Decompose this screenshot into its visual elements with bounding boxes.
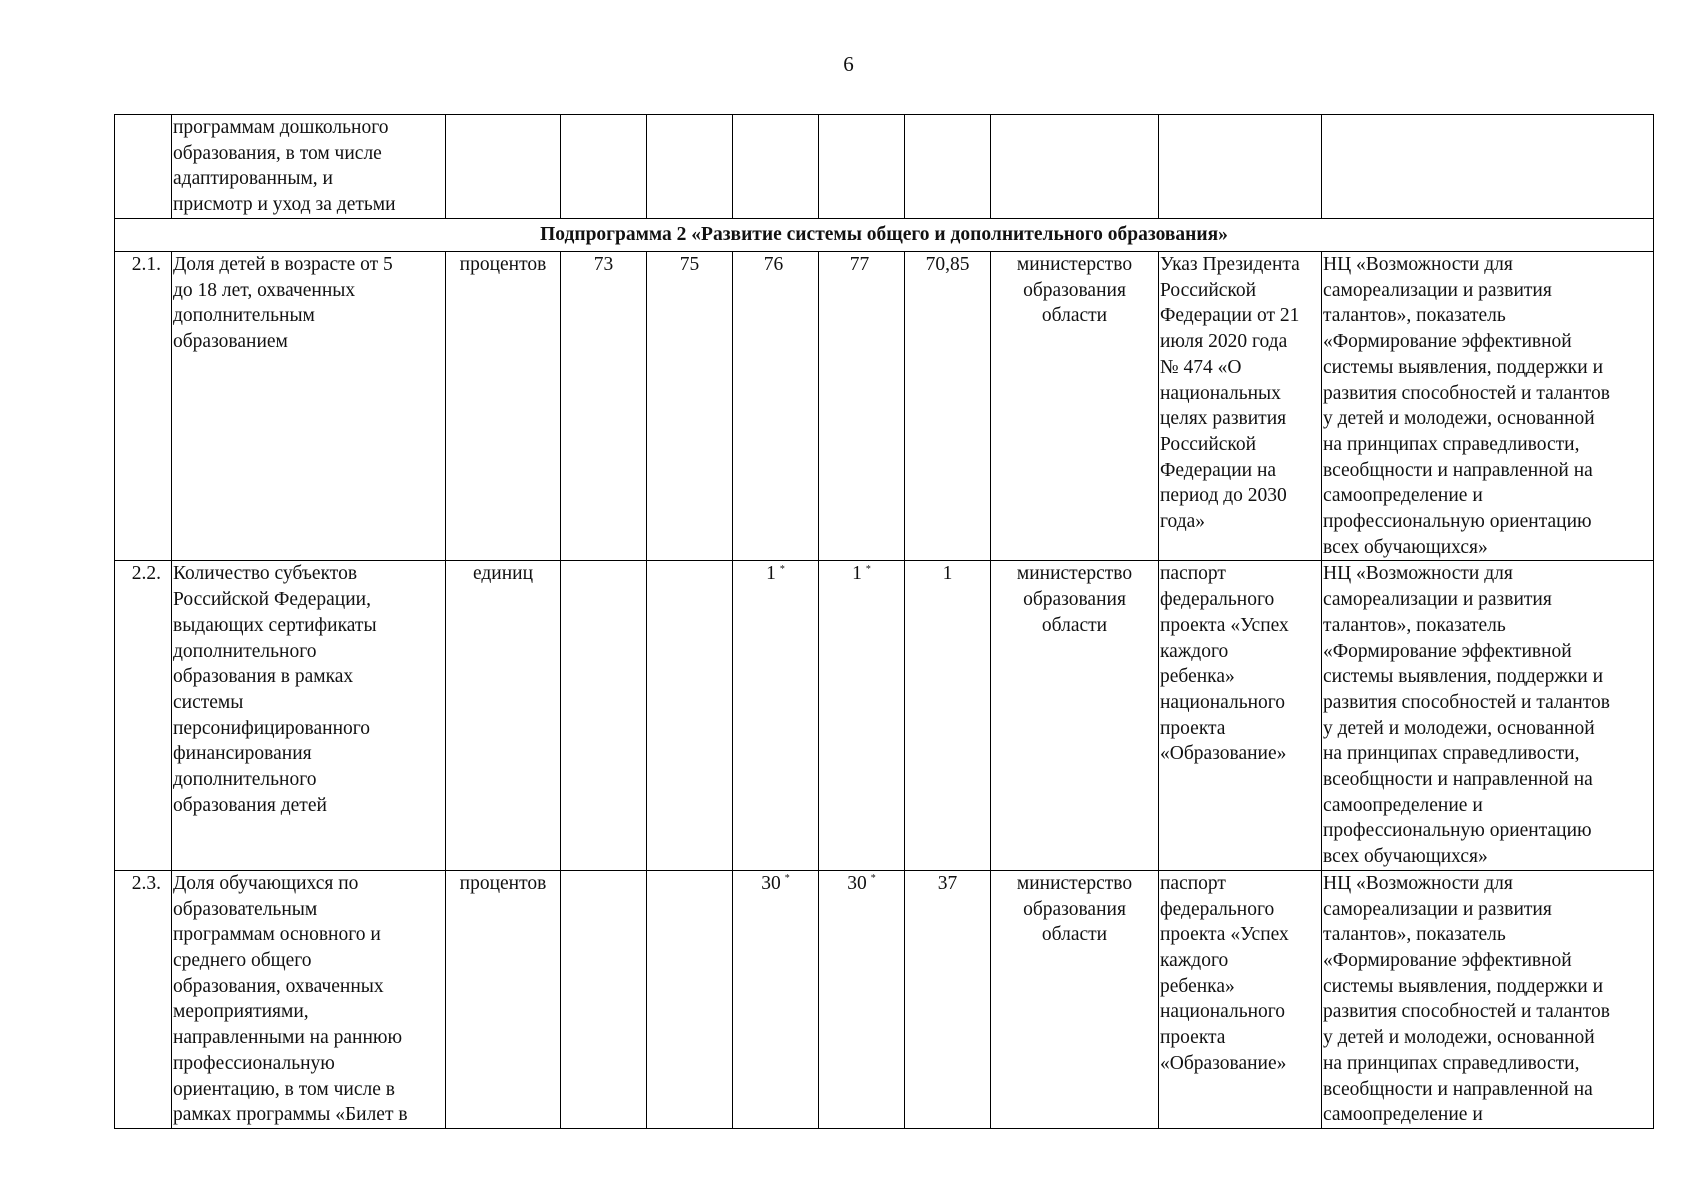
- footnote-mark: *: [865, 563, 871, 575]
- cell-document: паспорт федерального проекта «Успех каждого ребенка» национального проекта «Образование»: [1159, 870, 1322, 1128]
- cell-goal: НЦ «Возможности для самореализации и развития талантов», показатель «Формирование эффективной системы выявления, поддержки и развития способностей и талантов у детей и молодежи, основанной на принципах справедливости, всеобщности и направленной на самоопределение и профессиональную ориентацию всех обучающихся»: [1322, 561, 1654, 870]
- cell-responsible: министерство образования области: [991, 561, 1159, 870]
- cell-document: [1159, 115, 1322, 219]
- cell-value: [561, 870, 647, 1128]
- cell-responsible: [991, 115, 1159, 219]
- cell-value: [819, 561, 905, 870]
- cell-indicator: Количество субъектов Российской Федерации, выдающих сертификаты дополнительного образования в рамках системы персонифицированного финансирования дополнительного образования детей: [172, 561, 446, 870]
- value-text: 30: [761, 872, 781, 894]
- cell-value: 73: [561, 252, 647, 561]
- indicators-table: [114, 114, 1654, 1129]
- cell-value: [819, 870, 905, 1128]
- cell-value: [733, 252, 819, 561]
- cell-unit: процентов: [446, 870, 561, 1128]
- section-row: [115, 219, 1654, 252]
- cell-value: 37: [905, 870, 991, 1128]
- value-text: 30: [847, 872, 867, 894]
- value-text: 77: [849, 254, 870, 275]
- cell-value: [647, 115, 733, 219]
- cell-value: [647, 561, 733, 870]
- cell-num: 2.1.: [115, 252, 172, 561]
- cell-goal: НЦ «Возможности для самореализации и развития талантов», показатель «Формирование эффективной системы выявления, поддержки и развития способностей и талантов у детей и молодежи, основанной на принципах справедливости, всеобщности и направленной на самоопределение и: [1322, 870, 1654, 1128]
- cell-unit: [446, 115, 561, 219]
- cell-goal: НЦ «Возможности для самореализации и развития талантов», показатель «Формирование эффективной системы выявления, поддержки и развития способностей и талантов у детей и молодежи, основанной на принципах справедливости, всеобщности и направленной на самоопределение и профессиональную ориентацию всех обучающихся»: [1322, 252, 1654, 561]
- cell-value: [819, 115, 905, 219]
- cell-document: паспорт федерального проекта «Успех каждого ребенка» национального проекта «Образование»: [1159, 561, 1322, 870]
- table-row: [115, 115, 1654, 219]
- cell-value: [733, 115, 819, 219]
- section-title: Подпрограмма 2 «Развитие системы общего и дополнительного образования»: [115, 219, 1654, 252]
- table-row: [115, 252, 1654, 561]
- cell-num: [115, 115, 172, 219]
- cell-value: [561, 115, 647, 219]
- cell-value: [733, 870, 819, 1128]
- cell-value: [905, 115, 991, 219]
- cell-responsible: министерство образования области: [991, 870, 1159, 1128]
- cell-document: Указ Президента Российской Федерации от 21 июля 2020 года № 474 «О национальных целях развития Российской Федерации на период до 2030 года»: [1159, 252, 1322, 561]
- cell-value: [819, 252, 905, 561]
- table-row: [115, 870, 1654, 1128]
- cell-value: [561, 561, 647, 870]
- table-row: [115, 561, 1654, 870]
- cell-value: [733, 561, 819, 870]
- value-text: 1: [766, 563, 776, 585]
- footnote-mark: *: [779, 563, 785, 575]
- cell-goal: [1322, 115, 1654, 219]
- value-text: 76: [763, 254, 784, 275]
- cell-num: 2.2.: [115, 561, 172, 870]
- cell-value: 70,85: [905, 252, 991, 561]
- cell-value: 75: [647, 252, 733, 561]
- cell-unit: процентов: [446, 252, 561, 561]
- cell-num: 2.3.: [115, 870, 172, 1128]
- cell-value: 1: [905, 561, 991, 870]
- cell-responsible: министерство образования области: [991, 252, 1159, 561]
- cell-unit: единиц: [446, 561, 561, 870]
- cell-indicator: программам дошкольного образования, в том числе адаптированным, и присмотр и уход за детьми: [172, 115, 446, 219]
- page-number: 6: [843, 52, 854, 76]
- cell-indicator: Доля обучающихся по образовательным программам основного и среднего общего образования, охваченных мероприятиями, направленными на раннюю профессиональную ориентацию, в том числе в рамках программы «Билет в: [172, 870, 446, 1128]
- cell-value: [647, 870, 733, 1128]
- footnote-mark: *: [870, 873, 876, 885]
- cell-indicator: Доля детей в возрасте от 5 до 18 лет, охваченных дополнительным образованием: [172, 252, 446, 561]
- value-text: 1: [852, 563, 862, 585]
- footnote-mark: *: [784, 873, 790, 885]
